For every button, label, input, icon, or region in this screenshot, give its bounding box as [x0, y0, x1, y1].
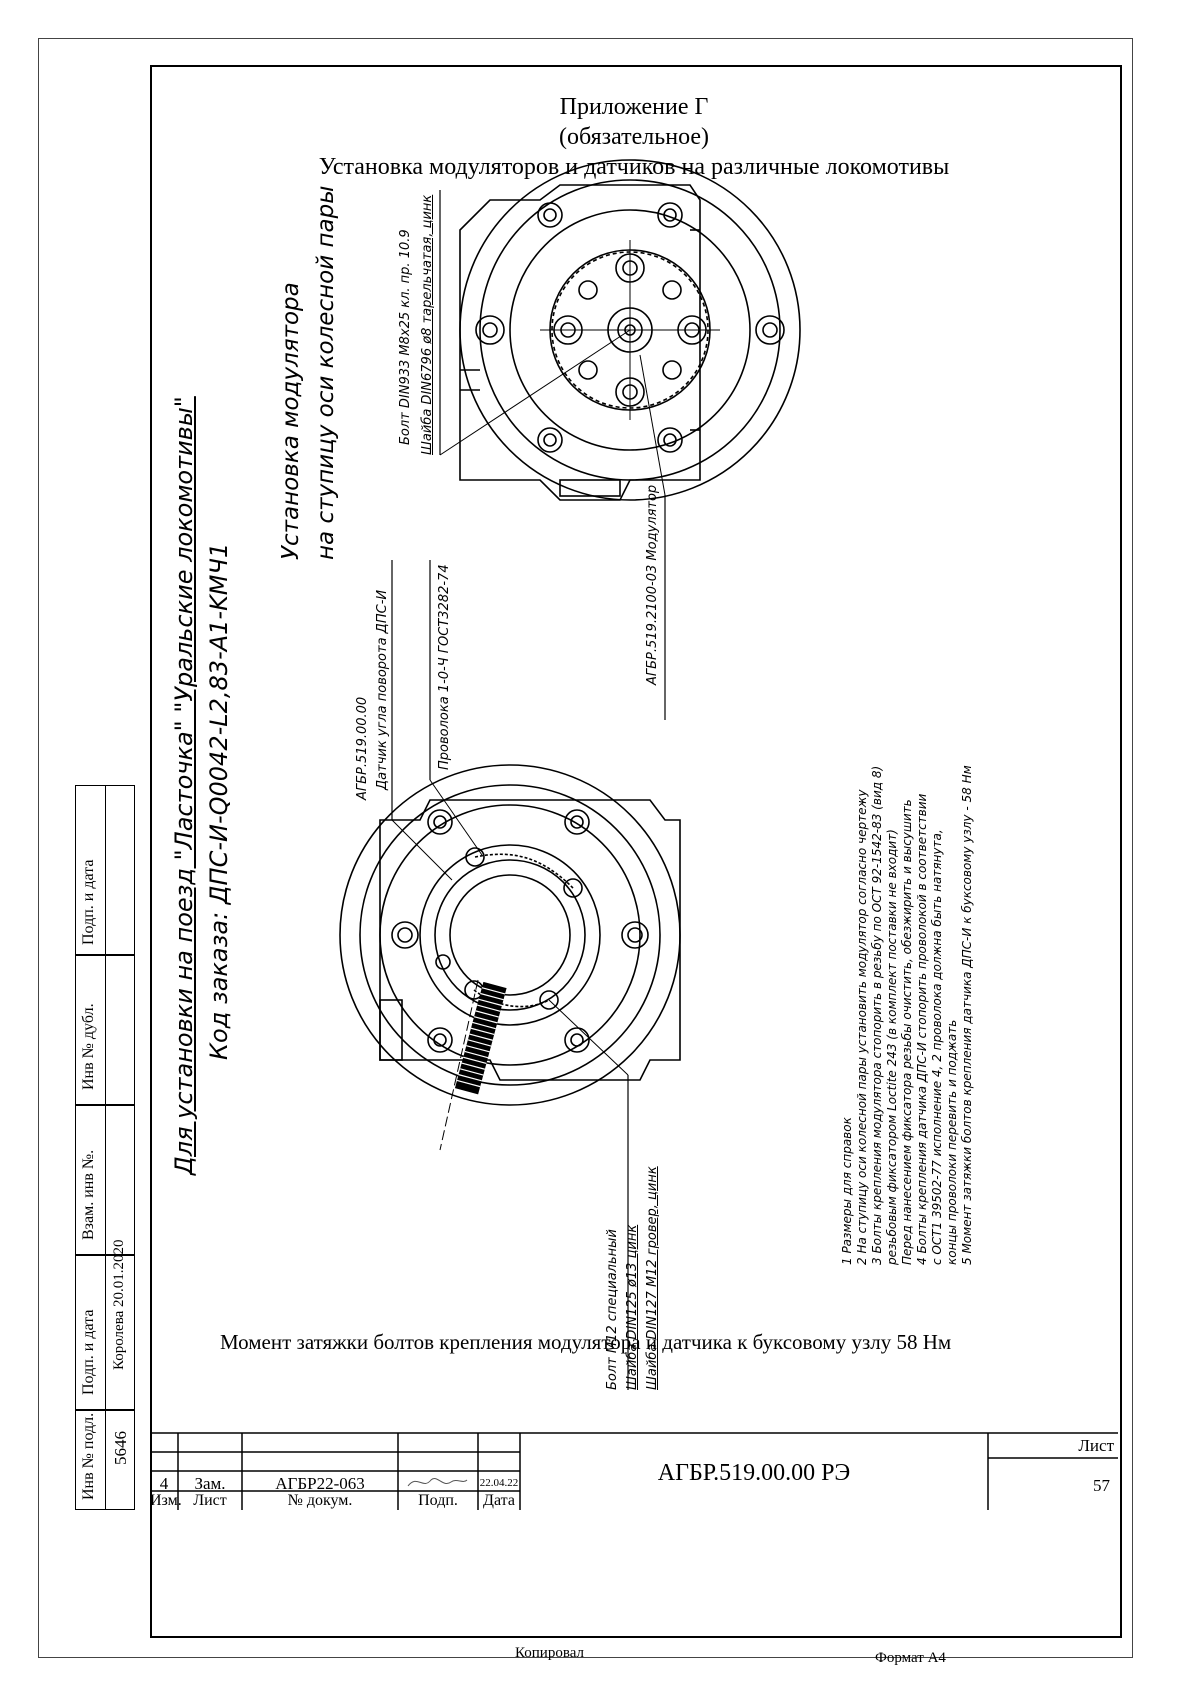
- tb-h-list: Лист: [193, 1492, 227, 1509]
- tb-h-doc: № докум.: [287, 1492, 353, 1509]
- note-5: 5 Момент затяжки болтов крепления датчика ДПС-И к буксовому узлу - 58 Нм: [960, 765, 974, 1265]
- tb-sheet-number: 57: [1093, 1476, 1110, 1495]
- note-4: 4 Болты крепления датчика ДПС-И стопорить проволокой в соответствии: [915, 793, 929, 1265]
- washer-label-sensor-2: Шайба DIN127 M12 гровер, цинк: [645, 1166, 660, 1390]
- tb-designation: АГБР.519.00.00 РЭ: [657, 1460, 851, 1486]
- torque-note: Момент затяжки болтов крепления модулятора и датчика к буксовому узлу 58 Нм: [220, 1330, 952, 1354]
- note-4b: с ОСТ1 39502-77 исполнение 4, 2 проволока должна быть натянута,: [930, 829, 944, 1265]
- note-2: 2 На ступицу оси колесной пары установить модулятор согласно чертежу: [855, 789, 869, 1265]
- side-signer: Королева 20.01.2020: [111, 1239, 127, 1370]
- tb-h-podp: Подп.: [418, 1492, 458, 1509]
- side-inv-podl: Инв № подл.: [80, 1412, 97, 1500]
- signature: [405, 1470, 470, 1492]
- tb-sheet-label: Лист: [1078, 1436, 1114, 1455]
- bolt-label-sensor: Болт М12 специальный: [605, 1229, 620, 1390]
- usage-title-1: Для установки на поезд "Ласточка" "Уральские локомотивы": [170, 396, 198, 1175]
- note-3b: резьбовым фиксатором Loctite 243 (в комплект поставки не входит): [885, 829, 899, 1265]
- side-inv-dubl: Инв № дубл.: [80, 1003, 97, 1090]
- modulator-heading-1: Установка модулятора: [278, 282, 304, 560]
- note-3: 3 Болты крепления модулятора стопорить в резьбу по ОСТ 92-1542-83 (вид 8): [870, 765, 884, 1265]
- bolt-label-modulator: Болт DIN933 M8x25 кл. пр. 10.9: [398, 229, 413, 445]
- note-4c: концы проволоки перевить и поджать: [945, 1019, 959, 1265]
- footer-copied: Копировал: [515, 1645, 584, 1661]
- appendix-title: Приложение Г: [559, 94, 709, 120]
- side-vzam-inv: Взам. инв №.: [80, 1149, 97, 1240]
- side-podp-data: Подп. и дата: [80, 1309, 97, 1395]
- side-podp-data-top: Подп. и дата: [80, 859, 97, 945]
- note-1: 1 Размеры для справок: [840, 1117, 854, 1265]
- tb-date: 22.04.22: [479, 1477, 519, 1489]
- sensor-code: АГБР.519.00.00: [355, 696, 370, 800]
- tb-izm-value: 4: [159, 1474, 169, 1493]
- tb-h-izm: Изм.: [150, 1492, 182, 1509]
- sensor-label: Датчик угла поворота ДПС-И: [375, 589, 390, 790]
- note-3c: Перед нанесением фиксатора резьбы очистить, обезжирить и высушить: [900, 799, 914, 1265]
- usage-title-2: Код заказа: ДПС-И-Q0042-L2,83-A1-KMЧ1: [205, 542, 233, 1060]
- tb-h-date: Дата: [483, 1492, 515, 1509]
- appendix-mandatory: (обязательное): [559, 124, 709, 150]
- tb-list-change: Зам.: [194, 1474, 226, 1493]
- washer-label-sensor-1: Шайба DIN125 ø13 цинк: [625, 1224, 640, 1390]
- side-inv-number: 5646: [111, 1431, 130, 1465]
- appendix-subtitle: Установка модуляторов и датчиков на различные локомотивы: [318, 154, 950, 180]
- tb-doc-no: АГБР22-063: [275, 1474, 365, 1493]
- modulator-label: АГБР.519.2100-03 Модулятор: [645, 484, 660, 685]
- washer-label-modulator: Шайба DIN6796 ø8 тарельчатая, цинк: [420, 194, 435, 455]
- modulator-heading-2: на ступицу оси колесной пары: [313, 185, 339, 560]
- footer-format: Формат А4: [875, 1650, 946, 1666]
- wire-label: Проволока 1-0-Ч ГОСТ3282-74: [437, 564, 452, 770]
